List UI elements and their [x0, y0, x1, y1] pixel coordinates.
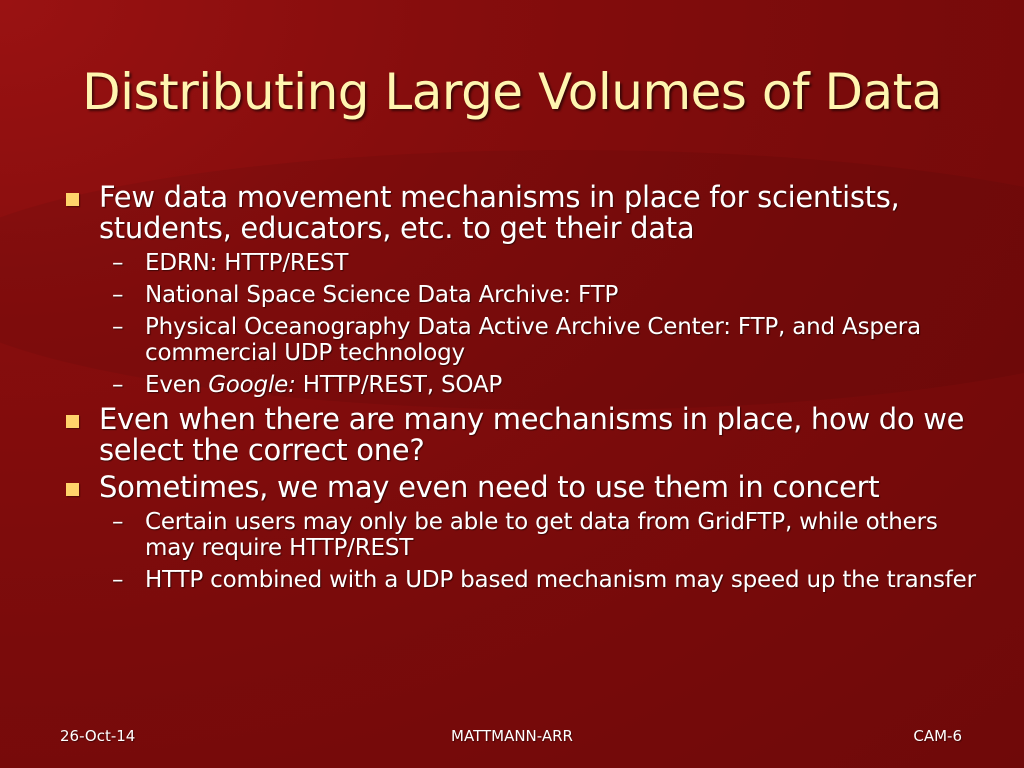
- sub-bullet-text-italic: Google:: [208, 372, 296, 398]
- footer-date: 26-Oct-14: [60, 727, 136, 745]
- sub-bullet-item: [60, 509, 990, 561]
- footer-author: MATTMANN-ARR: [451, 727, 573, 745]
- dash-icon: –: [112, 372, 124, 398]
- bullet-text: Sometimes, we may even need to use them in concert: [99, 470, 880, 504]
- sub-bullet-text: HTTP combined with a UDP based mechanism may speed up the transfer: [145, 567, 976, 593]
- dash-icon: –: [112, 250, 124, 276]
- bullet-item: [60, 472, 990, 503]
- sub-bullet-text: National Space Science Data Archive: FTP: [145, 282, 619, 308]
- sub-bullet-text-suffix: HTTP/REST, SOAP: [295, 372, 503, 398]
- square-bullet-icon: [66, 193, 79, 206]
- sub-bullet-text: EDRN: HTTP/REST: [145, 250, 349, 276]
- dash-icon: –: [112, 314, 124, 340]
- square-bullet-icon: [66, 483, 79, 496]
- footer-page-number: CAM-6: [913, 727, 962, 745]
- dash-icon: –: [112, 567, 124, 593]
- slide-title: Distributing Large Volumes of Data: [82, 63, 942, 121]
- bullet-text: Few data movement mechanisms in place for scientists, students, educators, etc. to get their data: [99, 180, 900, 245]
- sub-bullet-text: Physical Oceanography Data Active Archive Center: FTP, and Aspera commercial UDP technology: [145, 314, 921, 366]
- sub-bullet-text: Certain users may only be able to get data from GridFTP, while others may require HTTP/REST: [145, 509, 938, 561]
- sub-bullet-item: [60, 282, 990, 308]
- slide-content: [60, 182, 990, 599]
- bullet-text: Even when there are many mechanisms in place, how do we select the correct one?: [99, 402, 965, 467]
- dash-icon: –: [112, 509, 124, 535]
- square-bullet-icon: [66, 415, 79, 428]
- sub-bullet-item: [60, 372, 990, 398]
- sub-bullet-item: [60, 250, 990, 276]
- dash-icon: –: [112, 282, 124, 308]
- bullet-item: [60, 404, 990, 466]
- bullet-item: [60, 182, 990, 244]
- sub-bullet-item: [60, 567, 990, 593]
- sub-bullet-item: [60, 314, 990, 366]
- sub-bullet-text-prefix: Even: [145, 372, 209, 398]
